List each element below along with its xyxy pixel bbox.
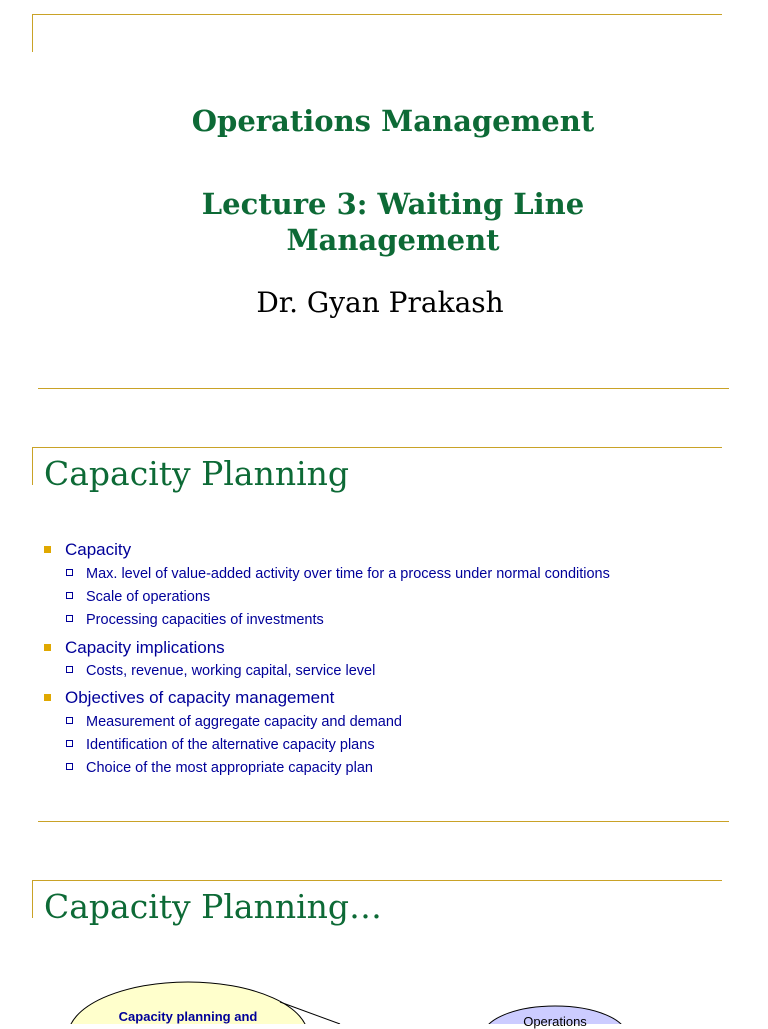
sub-bullet-marker: [66, 666, 73, 673]
lecture-title-line1: Lecture 3: Waiting Line: [201, 187, 585, 221]
left-rule: [32, 447, 33, 485]
slide-heading: Capacity Planning: [44, 454, 350, 493]
sub-bullet-text: Processing capacities of investments: [86, 612, 324, 628]
right-ellipse-label: Operations: [523, 1014, 587, 1029]
left-rule: [32, 14, 33, 52]
course-title: Operations Management: [191, 104, 595, 138]
sub-bullet-marker: [66, 592, 73, 599]
top-rule: [32, 14, 722, 15]
top-rule: [32, 880, 722, 881]
sub-bullet-marker: [66, 615, 73, 622]
sub-bullet-marker: [66, 763, 73, 770]
sub-bullet-text: Costs, revenue, working capital, service level: [86, 663, 376, 679]
left-ellipse-label: Capacity planning and: [118, 1009, 258, 1024]
bullet-marker: [44, 694, 51, 701]
bullet-text: Capacity: [65, 540, 132, 559]
sub-bullet-text: Max. level of value-added activity over time for a process under normal conditions: [86, 566, 610, 582]
sub-bullet-marker: [66, 717, 73, 724]
slide-heading: Capacity Planning…: [44, 887, 383, 926]
sub-bullet-text: Identification of the alternative capacity plans: [86, 737, 375, 753]
sub-bullet-marker: [66, 740, 73, 747]
slide-separator: [38, 388, 729, 389]
bullet-text: Capacity implications: [65, 638, 225, 657]
sub-bullet-text: Choice of the most appropriate capacity plan: [86, 760, 373, 776]
bullet-marker: [44, 644, 51, 651]
sub-bullet-text: Scale of operations: [86, 589, 211, 605]
author-name: Dr. Gyan Prakash: [256, 286, 504, 319]
left-rule: [32, 880, 33, 918]
slide-separator: [38, 821, 729, 822]
bullet-text: Objectives of capacity management: [65, 688, 335, 707]
sub-bullet-text: Measurement of aggregate capacity and demand: [86, 714, 402, 730]
lecture-title-line2: Management: [286, 223, 500, 257]
bullet-marker: [44, 546, 51, 553]
sub-bullet-marker: [66, 569, 73, 576]
top-rule: [32, 447, 722, 448]
